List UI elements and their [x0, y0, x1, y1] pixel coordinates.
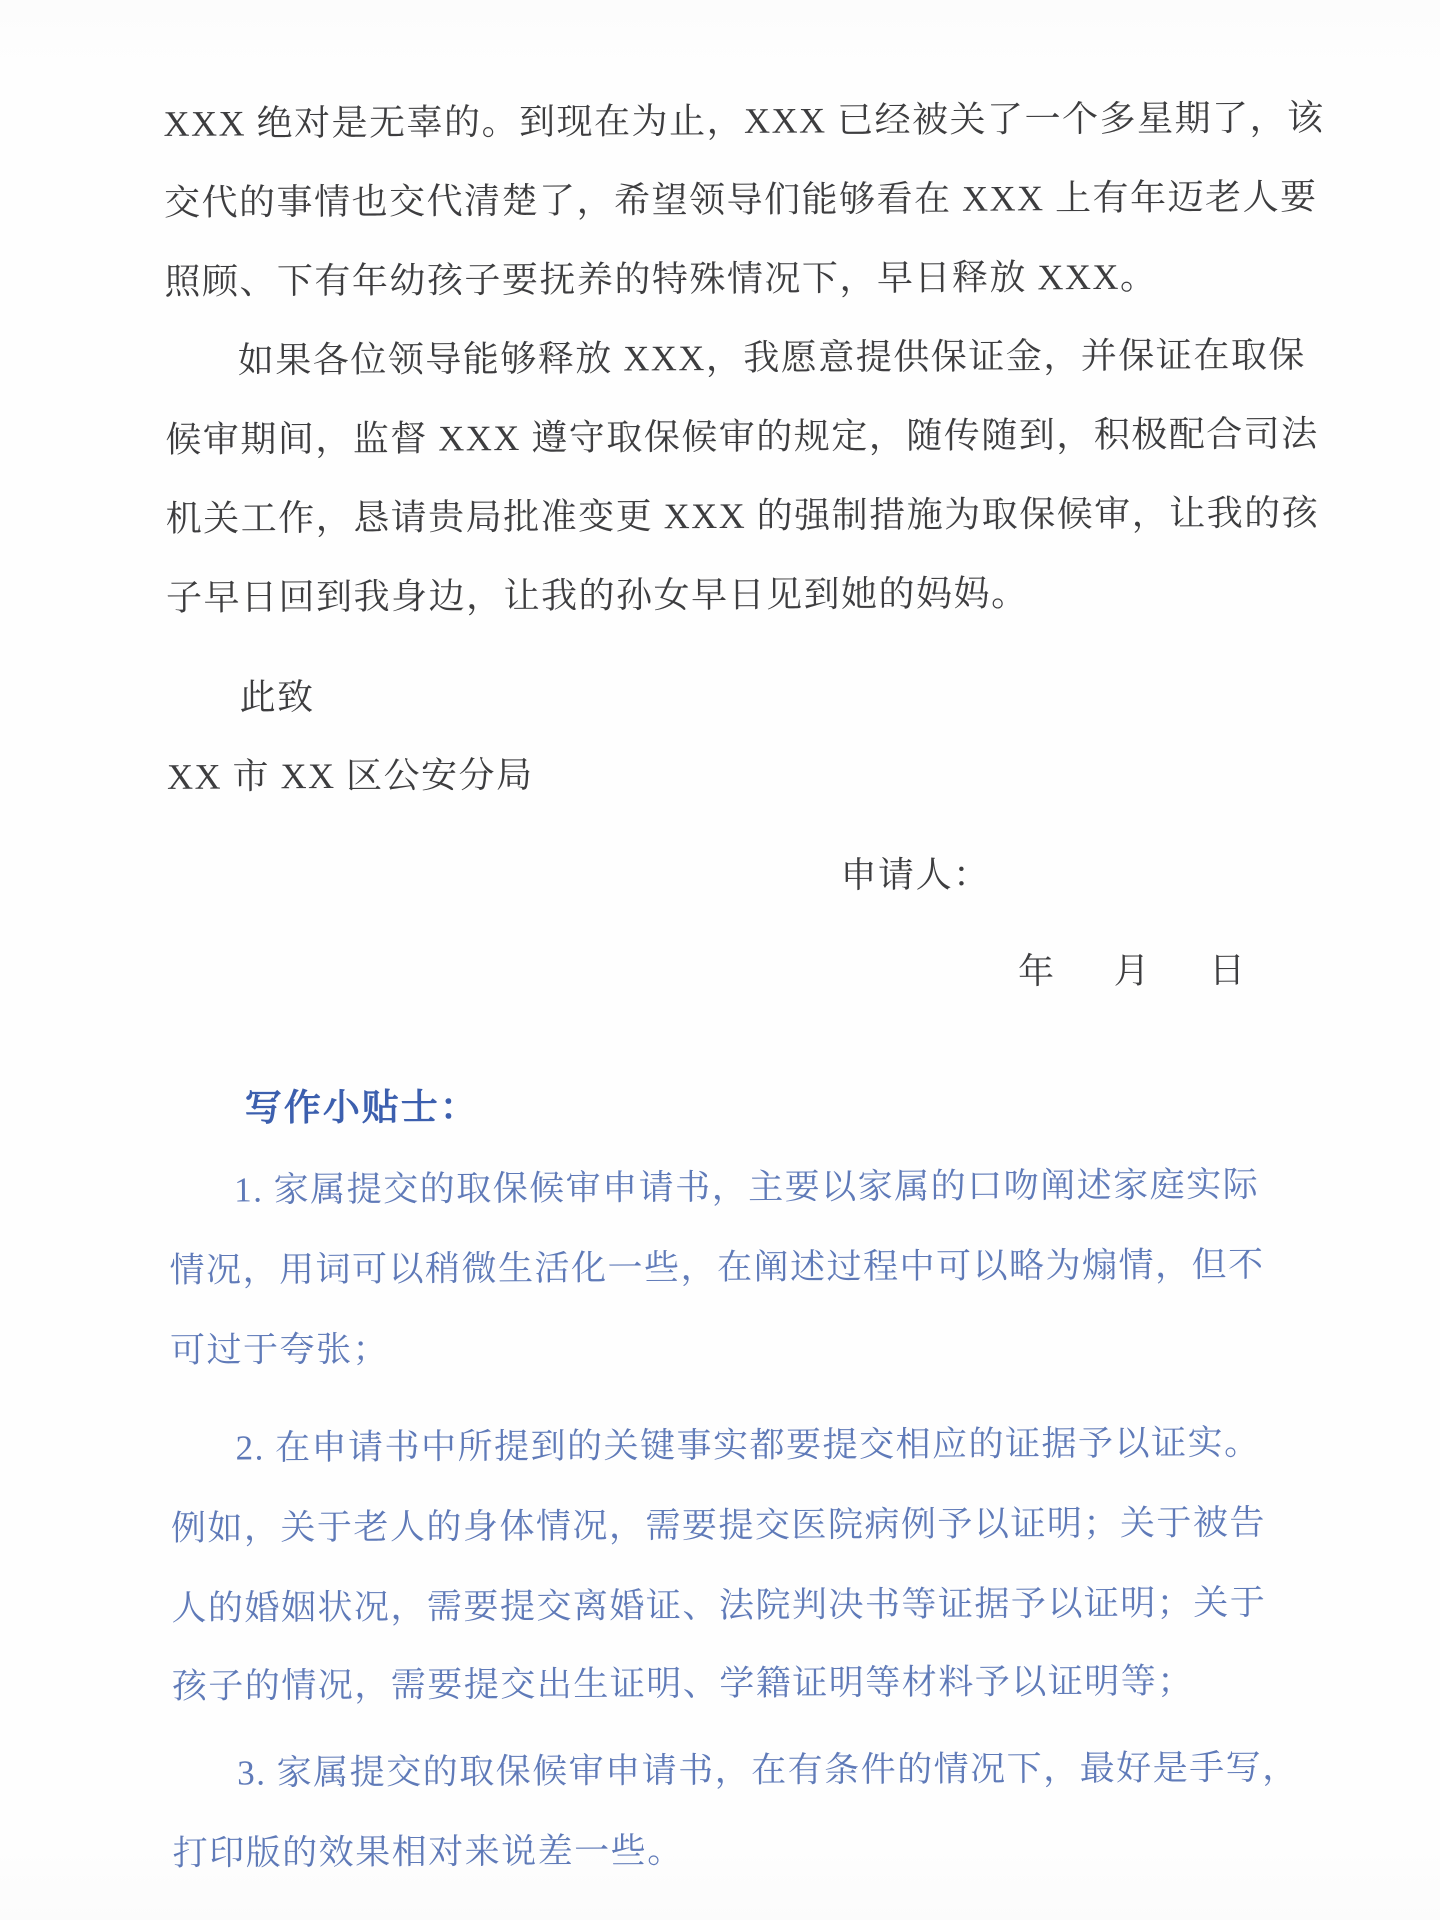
- tip-line: 情况，用词可以稍微生活化一些，在阐述过程中可以略为煽情，但不: [169, 1245, 1265, 1290]
- tip-line: 可过于夸张；: [169, 1329, 390, 1370]
- closing-salutation: 此致: [239, 677, 315, 718]
- letter-line: 如果各位领导能够释放 XXX，我愿意提供保证金，并保证在取保: [237, 334, 1306, 381]
- tip-line: 例如，关于老人的身体情况，需要提交医院病例予以证明；关于被告: [170, 1503, 1267, 1548]
- tip-line: 孩子的情况，需要提交出生证明、学籍证明等材料予以证明等；: [171, 1661, 1194, 1706]
- tip-line: 2. 在申请书中所提到的关键事实都要提交相应的证据予以证实。: [235, 1423, 1261, 1468]
- letter-line: XXX 绝对是无辜的。到现在为止，XXX 已经被关了一个多星期了，该: [163, 97, 1325, 144]
- date-month-label: 月: [1113, 950, 1152, 991]
- applicant-label: 申请人：: [840, 854, 991, 896]
- tip-line: 1. 家属提交的取保候审申请书，主要以家属的口吻阐述家庭实际: [234, 1165, 1260, 1210]
- letter-line: 子早日回到我身边，让我的孙女早日见到她的妈妈。: [165, 573, 1029, 618]
- date-year-label: 年: [1017, 951, 1056, 992]
- letter-line: 候审期间，监督 XXX 遵守取保候审的规定，随传随到，积极配合司法: [165, 413, 1319, 460]
- tip-line: 人的婚姻状况，需要提交离婚证、法院判决书等证据予以证明；关于: [171, 1583, 1267, 1628]
- letter-line: 交代的事情也交代清楚了，希望领导们能够看在 XXX 上有年迈老人要: [163, 176, 1318, 223]
- tip-line: 3. 家属提交的取保候审申请书，在有条件的情况下，最好是手写，: [237, 1747, 1299, 1793]
- date-day-label: 日: [1208, 950, 1247, 991]
- tip-line: 打印版的效果相对来说差一些。: [172, 1831, 684, 1873]
- tips-section-title: 写作小贴士：: [244, 1087, 479, 1130]
- letter-line: 照顾、下有年幼孩子要抚养的特殊情况下，早日释放 XXX。: [164, 256, 1158, 302]
- recipient-line: XX 市 XX 区公安分局: [166, 754, 534, 797]
- date-line: [1017, 950, 1247, 992]
- letter-line: 机关工作，恳请贵局批准变更 XXX 的强制措施为取保候审，让我的孩: [165, 492, 1320, 539]
